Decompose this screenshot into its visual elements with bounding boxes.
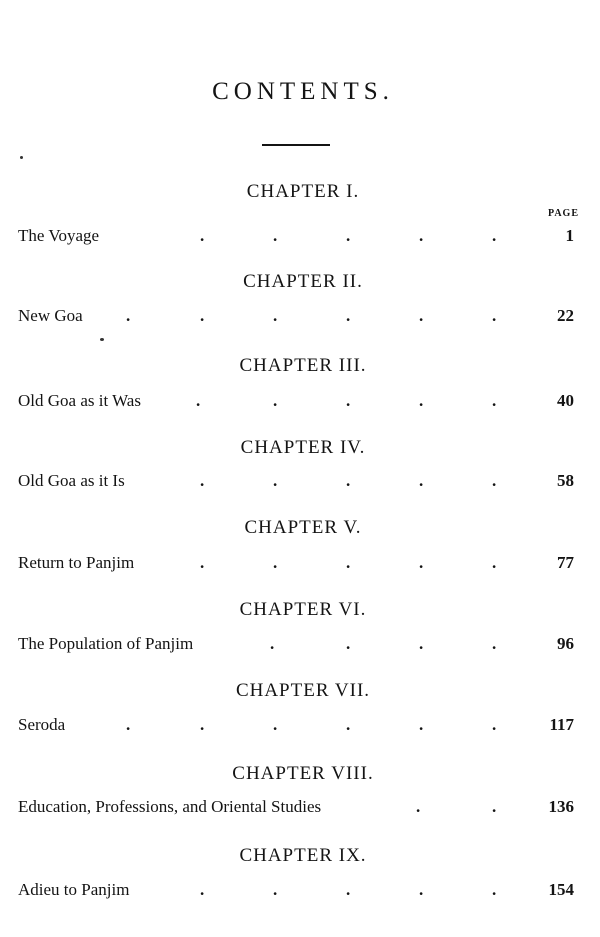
dot-leader: . <box>492 306 497 325</box>
dot-leader: . <box>346 226 351 245</box>
page-number: 136 <box>548 797 574 816</box>
dot-leader: . <box>273 715 278 734</box>
page-number: 1 <box>565 226 574 245</box>
chapter-title: New Goa <box>18 306 83 325</box>
dot-leader: . <box>273 391 278 410</box>
dot-leader: . <box>346 391 351 410</box>
dot-leader: . <box>419 715 424 734</box>
dot-leader: . <box>419 391 424 410</box>
ink-speck <box>20 156 23 159</box>
toc-entry[interactable] <box>18 391 580 415</box>
page-title: CONTENTS. <box>212 78 394 105</box>
dot-leader: . <box>419 471 424 490</box>
chapter-title: Education, Professions, and Oriental Studies <box>18 797 322 816</box>
chapter-title: Return to Panjim <box>18 553 135 572</box>
page-column-label: PAGE <box>547 208 579 219</box>
dot-leader: . <box>419 634 424 653</box>
chapter-title: Adieu to Panjim <box>18 880 130 899</box>
chapter-heading: CHAPTER VI. <box>239 599 367 620</box>
ink-speck <box>100 338 104 341</box>
dot-leader: . <box>200 471 205 490</box>
chapter-title: Old Goa as it Is <box>18 471 125 490</box>
page-number: 96 <box>557 634 574 653</box>
page-number: 58 <box>557 471 574 490</box>
chapter-title: The Population of Panjim <box>18 634 194 653</box>
title-rule <box>262 144 330 146</box>
dot-leader: . <box>273 306 278 325</box>
dot-leader: . <box>346 471 351 490</box>
page-number: 154 <box>548 880 574 899</box>
toc-entry[interactable] <box>18 880 580 904</box>
dot-leader: . <box>273 553 278 572</box>
dot-leader: . <box>492 880 497 899</box>
chapter-heading: CHAPTER VII. <box>235 680 371 701</box>
dot-leader: . <box>492 471 497 490</box>
page-number: 40 <box>557 391 574 410</box>
dot-leader: . <box>273 880 278 899</box>
dot-leader: . <box>492 391 497 410</box>
dot-leader: . <box>419 880 424 899</box>
toc-entry[interactable] <box>18 306 580 330</box>
dot-leader: . <box>346 306 351 325</box>
page-number: 22 <box>557 306 574 325</box>
toc-entry[interactable] <box>18 797 580 821</box>
dot-leader: . <box>126 715 131 734</box>
chapter-heading: CHAPTER V. <box>244 517 362 538</box>
toc-entry[interactable] <box>18 715 580 739</box>
toc-entry[interactable] <box>18 226 580 250</box>
page-number: 77 <box>557 553 574 572</box>
dot-leader: . <box>200 306 205 325</box>
dot-leader: . <box>419 226 424 245</box>
dot-leader: . <box>492 226 497 245</box>
chapter-heading: CHAPTER IV. <box>240 437 366 458</box>
dot-leader: . <box>270 634 275 653</box>
dot-leader: . <box>126 306 131 325</box>
dot-leader: . <box>419 306 424 325</box>
dot-leader: . <box>346 715 351 734</box>
dot-leader: . <box>346 880 351 899</box>
chapter-title: Old Goa as it Was <box>18 391 141 410</box>
dot-leader: . <box>200 226 205 245</box>
page-number: 117 <box>549 715 574 734</box>
dot-leader: . <box>200 553 205 572</box>
chapter-heading: CHAPTER VIII. <box>232 763 374 784</box>
dot-leader: . <box>416 797 421 816</box>
dot-leader: . <box>200 880 205 899</box>
dot-leader: . <box>200 715 205 734</box>
toc-entry[interactable] <box>18 553 580 577</box>
dot-leader: . <box>492 797 497 816</box>
dot-leader: . <box>196 391 201 410</box>
dot-leader: . <box>419 553 424 572</box>
dot-leader: . <box>273 471 278 490</box>
dot-leader: . <box>492 715 497 734</box>
dot-leader: . <box>346 634 351 653</box>
toc-entry[interactable] <box>18 634 580 658</box>
chapter-heading: CHAPTER IX. <box>239 845 367 866</box>
chapter-title: Seroda <box>18 715 66 734</box>
dot-leader: . <box>346 553 351 572</box>
dot-leader: . <box>273 226 278 245</box>
chapter-heading: CHAPTER I. <box>246 181 360 202</box>
chapter-heading: CHAPTER II. <box>243 271 363 292</box>
dot-leader: . <box>492 553 497 572</box>
toc-entry[interactable] <box>18 471 580 495</box>
chapter-title: The Voyage <box>18 226 100 245</box>
chapter-heading: CHAPTER III. <box>239 355 367 376</box>
dot-leader: . <box>492 634 497 653</box>
